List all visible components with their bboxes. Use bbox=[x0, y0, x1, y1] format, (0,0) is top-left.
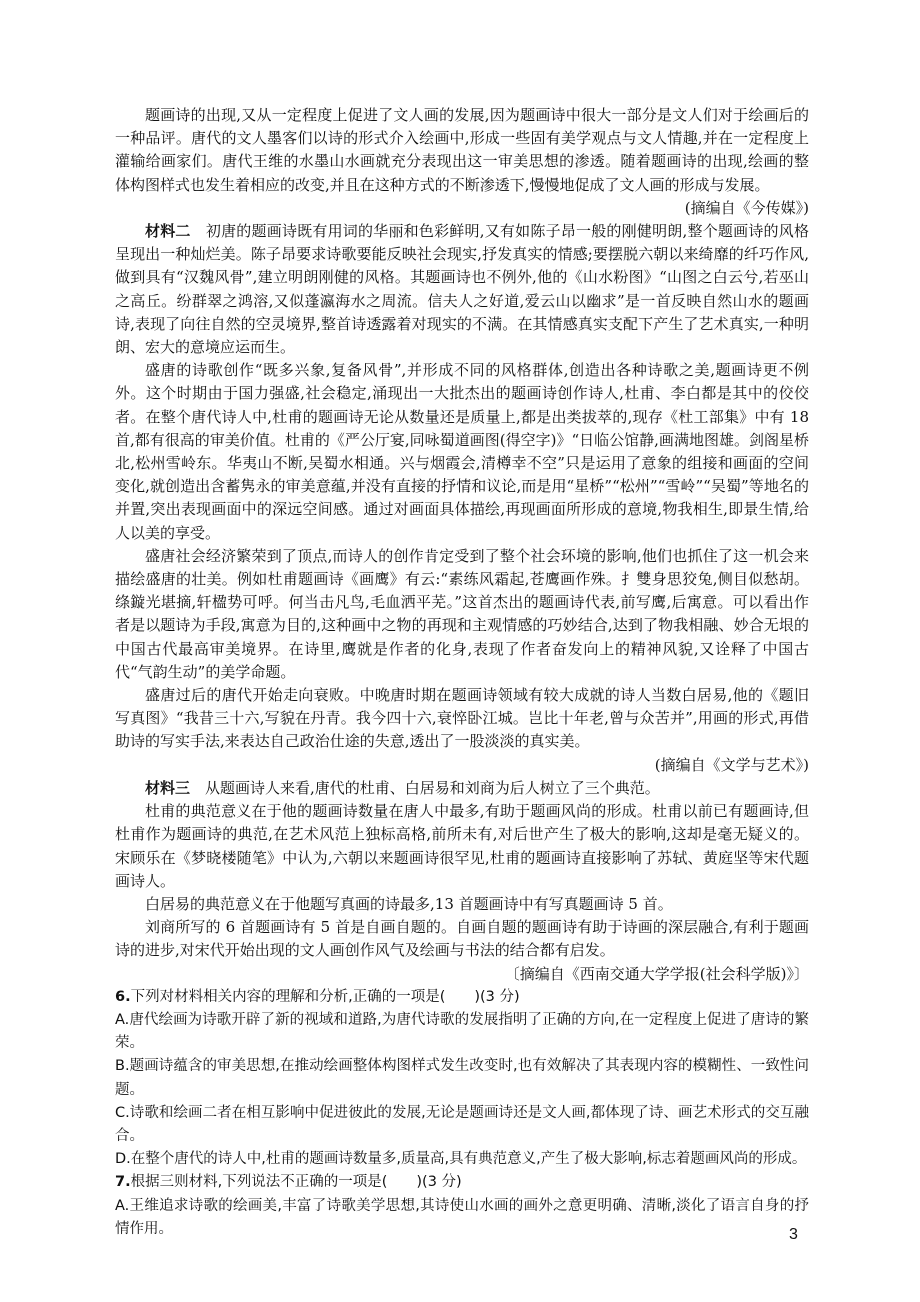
material3-p1-text: 从题画诗人来看,唐代的杜甫、白居易和刘商为后人树立了三个典范。 bbox=[205, 778, 660, 797]
material2-p1-text: 初唐的题画诗既有用词的华丽和色彩鲜明,又有如陈子昂一般的刚健明朗,整个题画诗的风格呈现出一种灿烂美。陈子昂要求诗歌要能反映社会现实,抒发真实的情感;要摆脱六朝以来绮靡的纤巧作风,做到具有“汉魏风骨”,建立明朗刚健的风格。其题画诗也不例外,他的《山水粉图》“山图之白云兮,若巫山之高丘。纷群翠之鸿溶,又似蓬瀛海水之周流。信夫人之好道,爱云山以幽求”是一首反映自然山水的题画诗,表现了向往自然的空灵境界,整首诗透露着对现实的不满。在其情感真实支配下产生了艺术真实,一种明朗、宏大的意境应运而生。 bbox=[115, 222, 809, 357]
question-7-number: 7. bbox=[115, 1174, 131, 1191]
material3-source: 〔摘编自《西南交通大学学报(社会科学版)》〕 bbox=[504, 964, 809, 983]
material3-paragraph-2: 杜甫的典范意义在于他的题画诗数量在唐人中最多,有助于题画风尚的形成。杜甫以前已有题画诗,但杜甫作为题画诗的典范,在艺术风范上独标高格,前所未有,对后世产生了极大的影响,这却是毫无疑义的。宋顾乐在《梦晓楼随笔》中认为,六朝以来题画诗很罕见,杜甫的题画诗直接影响了苏轼、黄庭坚等宋代题画诗人。 bbox=[115, 802, 809, 890]
question-6-stem bbox=[115, 986, 809, 1009]
question-7-text: 根据三则材料,下列说法不正确的一项是( )(3 分) bbox=[130, 1174, 462, 1191]
material2-source: (摘编自《文学与艺术》) bbox=[654, 755, 809, 774]
question-6-number: 6. bbox=[115, 988, 131, 1005]
question-6-text: 下列对材料相关内容的理解和分析,正确的一项是( )(3 分) bbox=[130, 988, 520, 1005]
material1-source: (摘编自《今传媒》) bbox=[684, 198, 809, 217]
page-number: 3 bbox=[789, 1226, 798, 1243]
material2-paragraph-3: 盛唐社会经济繁荣到了顶点,而诗人的创作肯定受到了整个社会环境的影响,他们也抓住了这一机会来描绘盛唐的壮美。例如杜甫题画诗《画鹰》有云:“素练风霜起,苍鹰画作殊。扌雙身思狡兔,侧目似愁胡。绦鏇光堪摘,轩楹势可呼。何当击凡鸟,毛血洒平芜。”这首杰出的题画诗代表,前写鹰,后寓意。可以看出作者是以题诗为手段,寓意为目的,这种画中之物的再现和主观情感的巧妙结合,达到了物我相融、妙合无垠的中国古代最高审美境界。在诗里,鹰就是作者的化身,表现了作者奋发向上的精神风貌,又诠释了中国古代“气韵生动”的美学命题。 bbox=[115, 546, 809, 681]
material3-paragraph-4: 刘商所写的 6 首题画诗有 5 首是自画自题的。自画自题的题画诗有助于诗画的深层融合,有利于题画诗的进步,对宋代开始出现的文人画创作风气及绘画与书法的结合都有启发。 bbox=[115, 918, 809, 960]
material1-paragraph: 题画诗的出现,又从一定程度上促进了文人画的发展,因为题画诗中很大一部分是文人们对于绘画后的一种品评。唐代的文人墨客们以诗的形式介入绘画中,形成一些固有美学观点与文人情趣,并在一定程度上灌输给画家们。唐代王维的水墨山水画就充分表现出这一审美思想的渗透。随着题画诗的出现,绘画的整体构图样式也发生着相应的改变,并且在这种方式的不断渗透下,慢慢地促成了文人画的形成与发展。 bbox=[115, 106, 809, 194]
question-6-option-c[interactable]: C.诗歌和绘画二者在相互影响中促进彼此的发展,无论是题画诗还是文人画,都体现了诗、画艺术形式的交互融合。 bbox=[115, 1104, 809, 1144]
document-body bbox=[115, 104, 809, 1241]
material2-paragraph-4: 盛唐过后的唐代开始走向衰败。中晚唐时期在题画诗领域有较大成就的诗人当数白居易,他的《题旧写真图》“我昔三十六,写貌在丹青。我今四十六,衰悴卧江城。岂比十年老,曾与众苦并”,用画的形式,再借助诗的写实手法,来表达自己政治仕途的失意,透出了一股淡淡的真实美。 bbox=[115, 686, 809, 751]
question-7-option-a[interactable]: A.王维追求诗歌的绘画美,丰富了诗歌美学思想,其诗使山水画的画外之意更明确、清晰,淡化了语言自身的抒情作用。 bbox=[115, 1197, 809, 1237]
question-6-option-d[interactable]: D.在整个唐代的诗人中,杜甫的题画诗数量多,质量高,具有典范意义,产生了极大影响,标志着题画风尚的形成。 bbox=[115, 1151, 807, 1168]
question-6-option-a[interactable]: A.唐代绘画为诗歌开辟了新的视域和道路,为唐代诗歌的发展指明了正确的方向,在一定程度上促进了唐诗的繁荣。 bbox=[115, 1011, 809, 1052]
material3-paragraph-1 bbox=[115, 777, 809, 800]
material3-paragraph-3: 白居易的典范意义在于他题写真画的诗最多,13 首题画诗中有写真题画诗 5 首。 bbox=[145, 894, 673, 913]
question-7-stem bbox=[115, 1171, 809, 1194]
material2-paragraph-1 bbox=[115, 220, 809, 359]
material2-label: 材料二 bbox=[145, 222, 191, 241]
question-6-option-b[interactable]: B.题画诗蕴含的审美思想,在推动绘画整体构图样式发生改变时,也有效解决了其表现内容的模糊性、一致性问题。 bbox=[115, 1058, 809, 1098]
material3-label: 材料三 bbox=[145, 778, 191, 797]
material2-paragraph-2: 盛唐的诗歌创作“既多兴象,复备风骨”,并形成不同的风格群体,创造出各种诗歌之美,题画诗更不例外。这个时期由于国力强盛,社会稳定,涌现出一大批杰出的题画诗创作诗人,杜甫、李白都是其中的佼佼者。在整个唐代诗人中,杜甫的题画诗无论从数量还是质量上,都是出类拔萃的,现存《杜工部集》中有 18 首,都有很高的审美价值。杜甫的《严公厅宴,同咏蜀道画图(得空字)》“日临公馆静,画满地图雄。剑阁星桥北,松州雪岭东。华夷山不断,吴蜀水相通。兴与烟霞会,清樽幸不空”只是运用了意象的组接和画面的空间变化,就创造出含蓄隽永的审美意蕴,并没有直接的抒情和议论,而是用“星桥”“松州”“雪岭”“吴蜀”等地名的并置,突出表现画面中的深远空间感。通过对画面具体描绘,再现画面所形成的意境,物我相生,即景生情,给人以美的享受。 bbox=[115, 361, 809, 542]
